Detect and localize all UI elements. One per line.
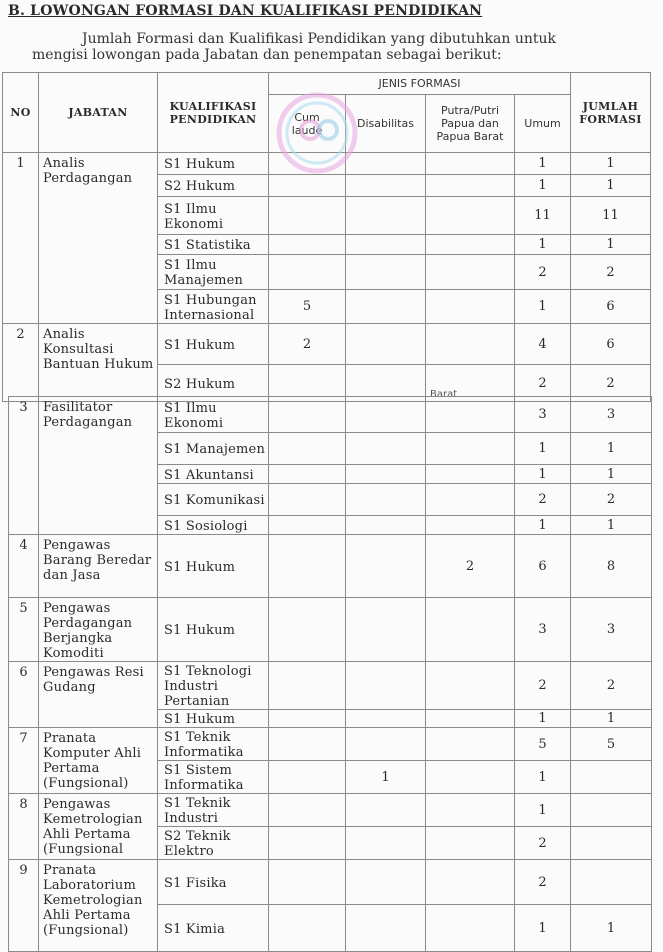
umum-cell: 2 (515, 484, 571, 516)
table-row (571, 197, 651, 235)
disabilitas-cell (346, 324, 426, 365)
jumlah-cell: 6 (571, 324, 651, 365)
jabatan-cell: Analis Konsultasi Bantuan Hukum (39, 324, 158, 402)
cum-laude-cell: 2 (269, 324, 346, 365)
cum-laude-cell (269, 905, 346, 952)
table-row (3, 153, 571, 175)
disabilitas-cell (346, 290, 426, 324)
papua-cell: 2 (426, 535, 515, 598)
jumlah-cell: 8 (571, 535, 652, 598)
disabilitas-cell (346, 397, 426, 433)
jabatan-cell: Fasilitator Perdagangan (39, 397, 158, 535)
kualifikasi-cell: S1 Hubungan Internasional (158, 290, 269, 324)
jumlah-cell: 1 (571, 710, 652, 728)
row-number: 6 (9, 662, 39, 728)
intro-paragraph (32, 31, 638, 63)
jumlah-cell: 6 (571, 290, 651, 324)
intro-line-2: mengisi lowongan pada Jabatan dan penempatan sebagai berikut: (32, 47, 502, 63)
disabilitas-cell (346, 484, 426, 516)
jabatan-cell: Pranata Komputer Ahli Pertama (Fungsional) (39, 728, 158, 794)
umum-cell: 5 (515, 728, 571, 761)
header-jabatan: JABATAN (39, 73, 158, 153)
disabilitas-cell (346, 905, 426, 952)
disabilitas-cell (346, 516, 426, 535)
cum-laude-cell (269, 535, 346, 598)
kualifikasi-cell: S1 Hukum (158, 535, 269, 598)
jabatan-cell: Pengawas Barang Beredar dan Jasa (39, 535, 158, 598)
disabilitas-cell (346, 433, 426, 465)
header-no: NO (3, 73, 39, 153)
jumlah-cell (571, 860, 652, 905)
umum-cell: 2 (515, 827, 571, 860)
umum-cell: 1 (515, 433, 571, 465)
kualifikasi-cell: S1 Teknologi Industri Pertanian (158, 662, 269, 710)
papua-cell (426, 324, 515, 365)
jumlah-cell: 1 (571, 175, 651, 197)
jabatan-cell: Pengawas Kemetrologian Ahli Pertama (Fungsional (39, 794, 158, 860)
jumlah-cell: 1 (571, 235, 651, 255)
disabilitas-cell (346, 860, 426, 905)
table-row (9, 860, 652, 905)
cum-laude-cell (269, 516, 346, 535)
table-row (571, 175, 651, 197)
table-row (571, 235, 651, 255)
cum-laude-cell (269, 484, 346, 516)
jumlah-cell: 1 (571, 153, 651, 175)
disabilitas-cell (346, 827, 426, 860)
umum-cell: 2 (515, 860, 571, 905)
kualifikasi-cell: S1 Ilmu Ekonomi (158, 197, 269, 235)
jumlah-cell (571, 794, 652, 827)
papua-cell (426, 710, 515, 728)
papua-cell (426, 761, 515, 794)
umum-cell: 2 (515, 662, 571, 710)
formation-table-part-2 (8, 396, 652, 952)
papua-cell (426, 794, 515, 827)
cum-laude-cell: 5 (269, 290, 346, 324)
jabatan-cell: Analis Perdagangan (39, 153, 158, 324)
disabilitas-cell (346, 535, 426, 598)
row-number: 3 (9, 397, 39, 535)
jumlah-cell (571, 761, 652, 794)
papua-cell (426, 197, 515, 235)
kualifikasi-cell: S1 Teknik Informatika (158, 728, 269, 761)
kualifikasi-cell: S2 Teknik Elektro (158, 827, 269, 860)
umum-cell: 2 (515, 255, 571, 290)
jumlah-cell: 1 (571, 905, 652, 952)
kualifikasi-cell: S1 Akuntansi (158, 465, 269, 484)
jumlah-cell: 1 (571, 516, 652, 535)
umum-cell: 1 (515, 710, 571, 728)
header-cum-laude: Cum laude (269, 95, 346, 153)
papua-cell (426, 484, 515, 516)
jumlah-cell: 3 (571, 598, 652, 662)
jumlah-cell: 2 (571, 255, 651, 290)
kualifikasi-cell: S1 Manajemen (158, 433, 269, 465)
table-row (9, 598, 652, 662)
jumlah-column-part-1 (570, 72, 651, 396)
header-umum: Umum (515, 95, 571, 153)
header-disabilitas: Disabilitas (346, 95, 426, 153)
row-number: 9 (9, 860, 39, 952)
jumlah-cell: 1 (571, 433, 652, 465)
row-number: 4 (9, 535, 39, 598)
table-row (9, 728, 652, 761)
papua-cell (426, 175, 515, 197)
kualifikasi-cell: S1 Statistika (158, 235, 269, 255)
cum-laude-cell (269, 465, 346, 484)
jabatan-cell: Pengawas Perdagangan Berjangka Komoditi (39, 598, 158, 662)
cum-laude-cell (269, 598, 346, 662)
jumlah-cell (571, 827, 652, 860)
disabilitas-cell: 1 (346, 761, 426, 794)
table-row (571, 153, 651, 175)
cum-laude-cell (269, 728, 346, 761)
disabilitas-cell (346, 728, 426, 761)
formation-table-part-1 (2, 72, 571, 402)
row-number: 5 (9, 598, 39, 662)
jabatan-cell: Pengawas Resi Gudang (39, 662, 158, 728)
table-row (9, 794, 652, 827)
row-number: 8 (9, 794, 39, 860)
umum-cell: 4 (515, 324, 571, 365)
table-row (3, 324, 571, 365)
jumlah-cell: 2 (571, 662, 652, 710)
kualifikasi-cell: S1 Sosiologi (158, 516, 269, 535)
umum-cell: 1 (515, 465, 571, 484)
papua-cell (426, 433, 515, 465)
kualifikasi-cell: S1 Hukum (158, 153, 269, 175)
table-row (571, 324, 651, 365)
table-row (9, 397, 652, 433)
papua-cell (426, 290, 515, 324)
kualifikasi-cell: S2 Hukum (158, 365, 269, 402)
papua-cell (426, 905, 515, 952)
papua-cell (426, 235, 515, 255)
papua-cell (426, 397, 515, 433)
papua-cell (426, 827, 515, 860)
header-papua: Putra/Putri Papua dan Papua Barat (426, 95, 515, 153)
papua-cell (426, 465, 515, 484)
table-row (9, 535, 652, 598)
cum-laude-cell (269, 761, 346, 794)
jumlah-cell: 5 (571, 728, 652, 761)
disabilitas-cell (346, 794, 426, 827)
disabilitas-cell (346, 175, 426, 197)
umum-cell: 1 (515, 516, 571, 535)
umum-cell: 1 (515, 175, 571, 197)
disabilitas-cell (346, 255, 426, 290)
cum-laude-cell (269, 255, 346, 290)
umum-cell: 2 (515, 365, 571, 402)
papua-cell (426, 860, 515, 905)
jumlah-cell: 3 (571, 397, 652, 433)
cum-laude-cell (269, 197, 346, 235)
kualifikasi-cell: S1 Sistem Informatika (158, 761, 269, 794)
jumlah-cell: 1 (571, 465, 652, 484)
kualifikasi-cell: S1 Teknik Industri (158, 794, 269, 827)
row-number: 1 (3, 153, 39, 324)
intro-line-1: Jumlah Formasi dan Kualifikasi Pendidikan yang dibutuhkan untuk (82, 31, 557, 47)
kualifikasi-cell: S1 Hukum (158, 324, 269, 365)
section-heading: B. LOWONGAN FORMASI DAN KUALIFIKASI PENDIDIKAN (8, 3, 483, 19)
jumlah-cell: 2 (571, 484, 652, 516)
table-row (571, 255, 651, 290)
cum-laude-cell (269, 397, 346, 433)
papua-cell (426, 662, 515, 710)
papua-cell (426, 598, 515, 662)
papua-cell (426, 728, 515, 761)
kualifikasi-cell: S1 Hukum (158, 710, 269, 728)
papua-cell (426, 153, 515, 175)
header-jumlah: JUMLAH FORMASI (571, 73, 651, 153)
umum-cell: 3 (515, 397, 571, 433)
disabilitas-cell (346, 662, 426, 710)
umum-cell: 1 (515, 153, 571, 175)
kualifikasi-cell: S1 Komunikasi (158, 484, 269, 516)
disabilitas-cell (346, 465, 426, 484)
umum-cell: 1 (515, 290, 571, 324)
cum-laude-cell (269, 794, 346, 827)
table-row (9, 662, 652, 710)
kualifikasi-cell: S1 Hukum (158, 598, 269, 662)
umum-cell: 1 (515, 905, 571, 952)
table-row (571, 290, 651, 324)
cum-laude-cell (269, 662, 346, 710)
kualifikasi-cell: S1 Ilmu Ekonomi (158, 397, 269, 433)
row-number: 7 (9, 728, 39, 794)
cum-laude-cell (269, 827, 346, 860)
kualifikasi-cell: S1 Fisika (158, 860, 269, 905)
cum-laude-cell (269, 153, 346, 175)
cum-laude-cell (269, 860, 346, 905)
umum-cell: 1 (515, 761, 571, 794)
header-kualifikasi: KUALIFIKASI PENDIDIKAN (158, 73, 269, 153)
disabilitas-cell (346, 598, 426, 662)
cum-laude-cell (269, 175, 346, 197)
cum-laude-cell (269, 235, 346, 255)
kualifikasi-cell: S1 Kimia (158, 905, 269, 952)
disabilitas-cell (346, 235, 426, 255)
papua-cell (426, 255, 515, 290)
disabilitas-cell (346, 197, 426, 235)
umum-cell: 1 (515, 235, 571, 255)
ghost-header-fragment: Barat (430, 389, 458, 396)
cum-laude-cell (269, 433, 346, 465)
kualifikasi-cell: S2 Hukum (158, 175, 269, 197)
disabilitas-cell (346, 710, 426, 728)
umum-cell: 1 (515, 794, 571, 827)
papua-cell (426, 516, 515, 535)
row-number: 2 (3, 324, 39, 402)
umum-cell: 3 (515, 598, 571, 662)
kualifikasi-cell: S1 Ilmu Manajemen (158, 255, 269, 290)
umum-cell: 6 (515, 535, 571, 598)
jabatan-cell: Pranata Laboratorium Kemetrologian Ahli Pertama (Fungsional) (39, 860, 158, 952)
disabilitas-cell (346, 153, 426, 175)
jumlah-cell: 11 (571, 197, 651, 235)
cum-laude-cell (269, 710, 346, 728)
umum-cell: 11 (515, 197, 571, 235)
header-jenis-formasi: JENIS FORMASI (269, 73, 571, 95)
jumlah-cell: 2 (571, 365, 651, 402)
